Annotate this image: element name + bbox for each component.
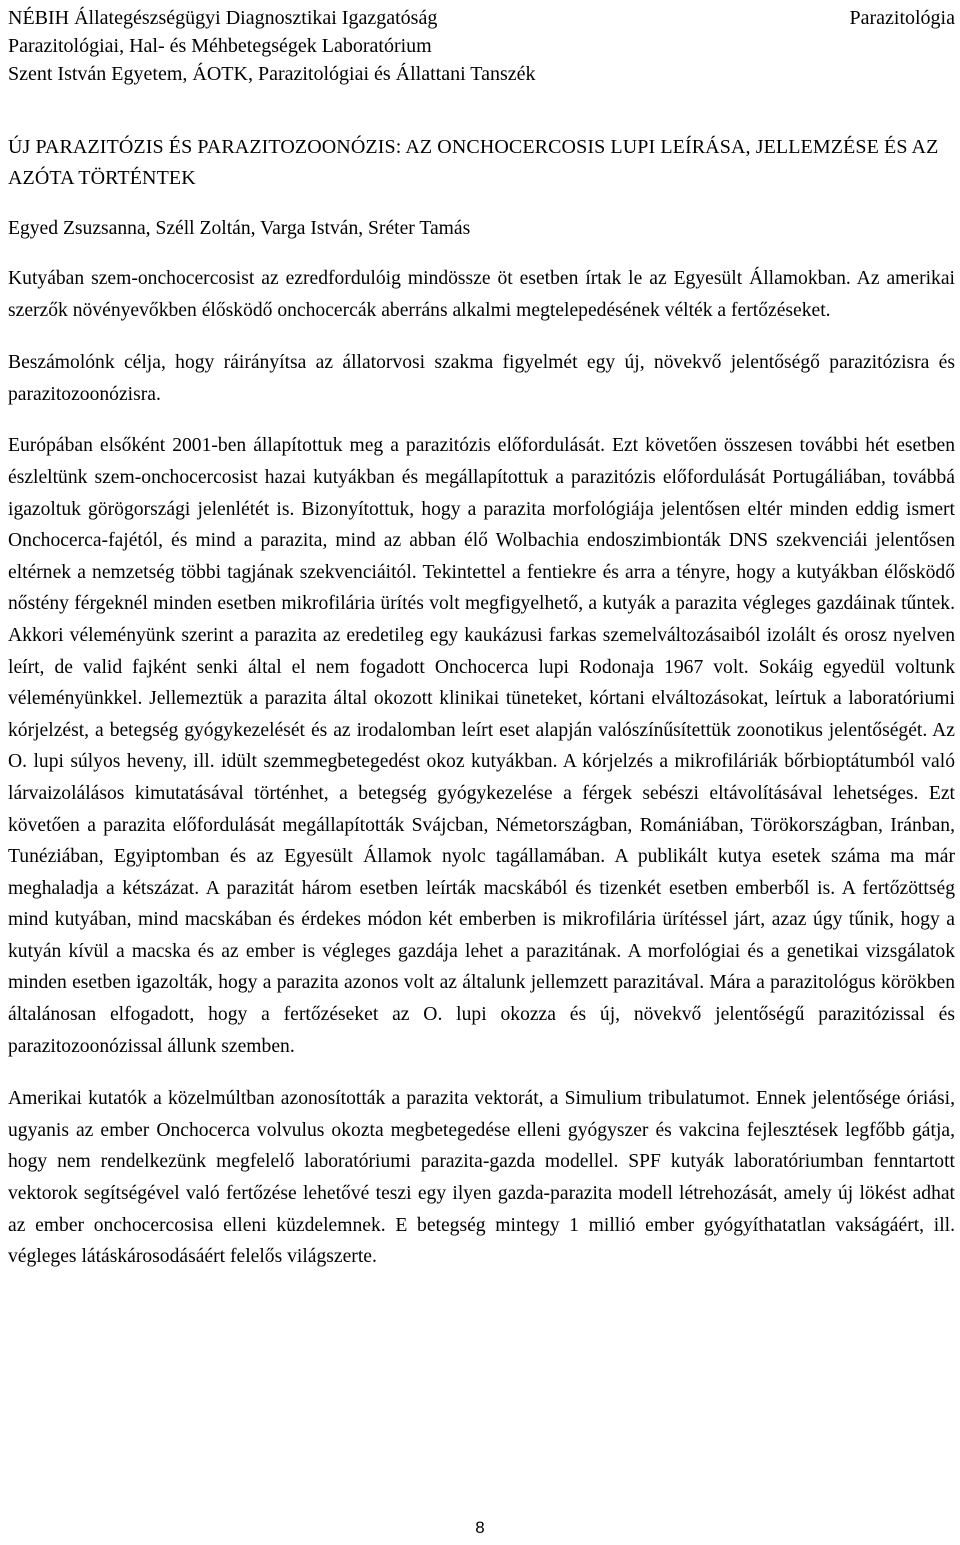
page-number: 8 bbox=[475, 1518, 485, 1537]
paragraph-vector: Amerikai kutatók a közelmúltban azonosították a parazita vektorát, a Simulium tribulatumot. Ennek jelentősége óriási, ugyanis az ember Onchocerca volvulus okozta megbetegedése elleni gyógyszer és vakcina fejlesztések legfőbb gátja, hogy nem rendelkezünk megfelelő laboratóriumi parazita-gazda modellel. SPF kutyák laboratóriumban fenntartott vektorok segítségével való fertőzése lehetővé teszi egy ilyen gazda-parazita modell létrehozását, amely új lökést adhat az ember onchocercosisa elleni küzdelemnek. E betegség mintegy 1 millió ember gyógyíthatatlan vakságáért, ill. végleges látáskárosodásáért felelős világszerte. bbox=[8, 1088, 955, 1268]
paragraph-aim: Beszámolónk célja, hogy ráirányítsa az állatorvosi szakma figyelmét egy új, növekvő jelentőségő parazitózisra és parazitozoonózisra. bbox=[8, 352, 955, 405]
running-header bbox=[8, 4, 955, 88]
institution-line-2: Parazitológiai, Hal- és Méhbetegségek Laboratórium bbox=[8, 35, 432, 57]
header-row-1 bbox=[8, 4, 955, 32]
article-title: ÚJ PARAZITÓZIS ÉS PARAZITOZOONÓZIS: AZ ONCHOCERCOSIS LUPI LEÍRÁSA, JELLEMZÉSE ÉS AZ AZÓTA TÖRTÉNTEK bbox=[8, 136, 939, 189]
institution-line-1: NÉBIH Állategészségügyi Diagnosztikai Igazgatóság bbox=[8, 7, 438, 29]
section-label: Parazitológia bbox=[849, 7, 955, 29]
paragraph-findings: Európában elsőként 2001-ben állapítottuk meg a parazitózis előfordulását. Ezt követően összesen további hét esetben észleltünk szem-onchocercosist hazai kutyákban és megállapítottuk a parazitózis előfordulását Portugáliában, továbbá igazoltuk görögországi jelenlétét is. Bizonyítottuk, hogy a parazita morfológiája jelentősen eltér minden eddig ismert Onchocerca-fajétól, és mind a parazita, mind az abban élő Wolbachia endoszimbionták DNS szekvenciái jelentősen eltérnek a nemzetség többi tagjának szekvenciáitól. Tekintettel a fentiekre és arra a tényre, hogy a kutyákban élősködő nőstény férgeknél minden esetben mikrofilária ürítés volt megfigyelhető, a kutyák a parazita végleges gazdáinak tűntek. Akkori véleményünk szerint a parazita az eredetileg egy kaukázusi farkas szemelváltozásaiból izolált és orosz nyelven leírt, de valid fajként senki által el nem fogadott Onchocerca lupi Rodonaja 1967 volt. Sokáig egyedül voltunk véleményünkkel. Jellemeztük a parazita által okozott klinikai tüneteket, kórtani elváltozásokat, leírtuk a laboratóriumi kórjelzést, a betegség gyógykezelését és az irodalomban leírt eset alapján valószínűsítettük zoonotikus jelentőségét. Az O. lupi súlyos heveny, ill. idült szemmegbetegedést okoz kutyákban. A kórjelzés a mikrofiláriák bőrbioptátumból való lárvaizolálásos kimutatásával történhet, a betegség gyógykezelése a férgek sebészi eltávolításával lehetséges. Ezt követően a parazita előfordulását megállapították Svájcban, Németországban, Romániában, Törökországban, Iránban, Tunéziában, Egyiptomban és az Egyesült Államok nyolc tagállamában. A publikált kutya esetek száma ma már meghaladja a kétszázat. A parazitát három esetben leírták macskából és tizenkét esetben emberből is. A fertőzöttség mind kutyában, mind macskában és érdekes módon két emberben is mikrofilária ürítéssel járt, azaz úgy tűnik, hogy a kutyán kívül a macska és az ember is végleges gazdája lehet a parazitának. A morfológiai és a genetikai vizsgálatok minden esetben igazolták, hogy a parazita azonos volt az általunk jellemzett parazitával. Mára a parazitológus körökben általánosan elfogadott, hogy a fertőzéseket az O. lupi okozza és új, növekvő jelentőségű parazitózissal és parazitozoonózissal állunk szemben. bbox=[8, 435, 955, 1057]
institution-line-3: Szent István Egyetem, ÁOTK, Parazitológiai és Állattani Tanszék bbox=[8, 63, 536, 85]
document-page bbox=[8, 0, 955, 1273]
paragraph-intro: Kutyában szem-onchocercosist az ezredfordulóig mindössze öt esetben írtak le az Egyesült Államokban. Az amerikai szerzők növényevőkben élősködő onchocercák aberráns alkalmi megtelepedésének vélték a fertőzéseket. bbox=[8, 268, 955, 321]
article-authors: Egyed Zsuzsanna, Széll Zoltán, Varga István, Sréter Tamás bbox=[8, 218, 471, 239]
